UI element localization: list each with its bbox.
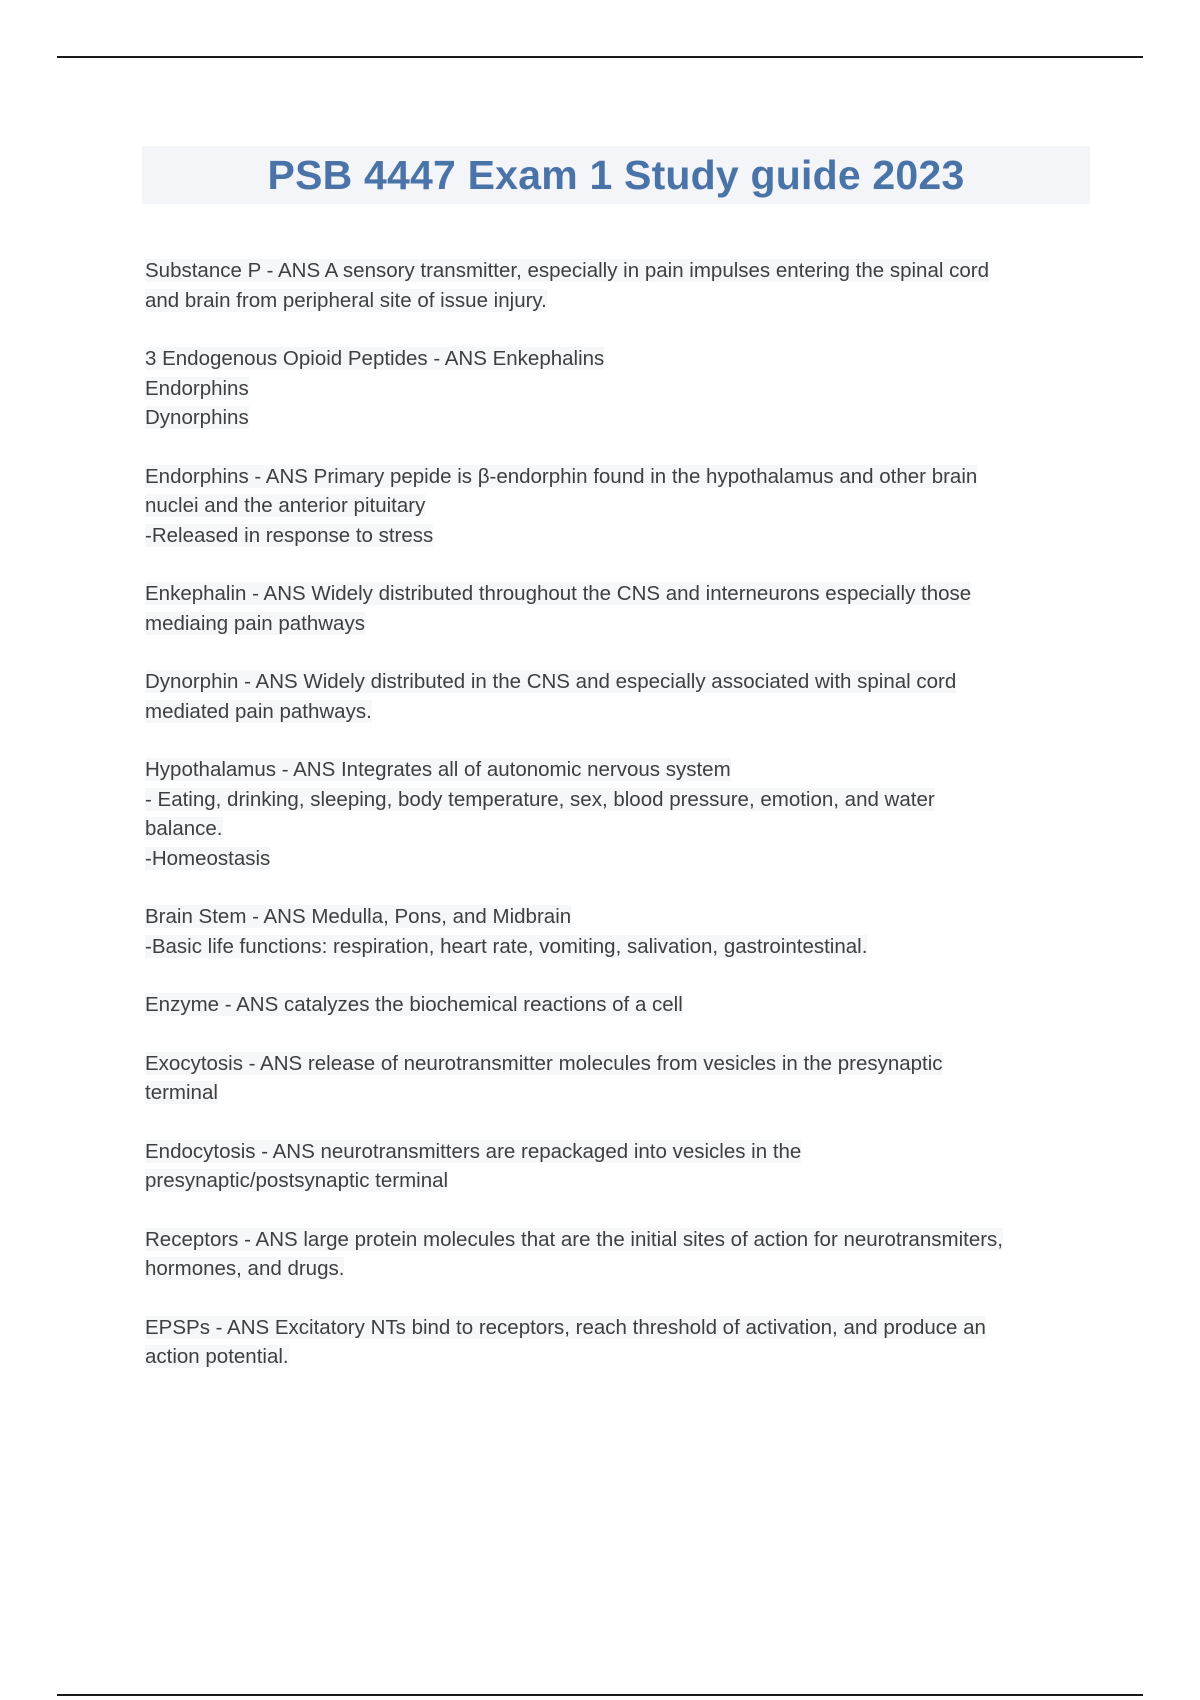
footer-rule (57, 1694, 1143, 1696)
entry-definition-line (145, 814, 1095, 844)
entry-text: Dynorphins (145, 406, 249, 429)
entry-term-line (145, 990, 1095, 1020)
entry-term-line (145, 1225, 1095, 1255)
entry-definition-line (145, 1078, 1095, 1108)
study-entry (145, 579, 1095, 638)
entry-text: Endorphins - ANS Primary pepide is β-endorphin found in the hypothalamus and other brain (145, 464, 978, 488)
entry-text: mediated pain pathways. (145, 699, 372, 723)
entry-text: Receptors - ANS large protein molecules that are the initial sites of action for neurotransmiters, (145, 1227, 1003, 1251)
entry-definition-line (145, 697, 1095, 727)
entry-definition-line (145, 1254, 1095, 1284)
entry-text: presynaptic/postsynaptic terminal (145, 1169, 449, 1192)
entry-text: Dynorphin - ANS Widely distributed in the CNS and especially associated with spinal cord (145, 670, 957, 693)
entry-definition-line (145, 491, 1095, 521)
entry-definition-line (145, 1342, 1095, 1372)
entry-text: mediaing pain pathways (145, 611, 365, 635)
study-entry (145, 667, 1095, 726)
entry-definition-line (145, 286, 1095, 316)
entry-definition-line (145, 521, 1095, 551)
study-entry (145, 990, 1095, 1020)
entry-text: and brain from peripheral site of issue injury. (145, 288, 547, 312)
entry-term-line (145, 1049, 1095, 1079)
header-rule (57, 56, 1143, 58)
entry-text: Enkephalin - ANS Widely distributed throughout the CNS and interneurons especially those (145, 582, 972, 605)
entry-term-line (145, 902, 1095, 932)
entry-text: nuclei and the anterior pituitary (145, 494, 426, 517)
study-entry (145, 1137, 1095, 1196)
entry-definition-line (145, 609, 1095, 639)
entry-text: balance. (145, 817, 223, 840)
entry-term-line (145, 1137, 1095, 1167)
entry-definition-line (145, 374, 1095, 404)
study-entry (145, 755, 1095, 873)
entry-term-line (145, 667, 1095, 697)
study-entry (145, 1049, 1095, 1108)
entry-definition-line (145, 932, 1095, 962)
entry-text: hormones, and drugs. (145, 1257, 345, 1280)
entry-text: Exocytosis - ANS release of neurotransmitter molecules from vesicles in the presynaptic (145, 1051, 943, 1075)
entry-text: action potential. (145, 1345, 289, 1368)
entry-definition-line (145, 844, 1095, 874)
entry-definition-line (145, 403, 1095, 433)
entry-text: - Eating, drinking, sleeping, body temperature, sex, blood pressure, emotion, and water (145, 787, 935, 811)
entry-text: EPSPs - ANS Excitatory NTs bind to receptors, reach threshold of activation, and produce an (145, 1315, 986, 1339)
entry-text: Hypothalamus - ANS Integrates all of autonomic nervous system (145, 758, 731, 781)
study-entry (145, 902, 1095, 961)
entry-term-line (145, 462, 1095, 492)
study-guide-content (145, 256, 1095, 1401)
entry-text: terminal (145, 1081, 218, 1104)
study-entry (145, 1313, 1095, 1372)
title-band (142, 146, 1090, 204)
entry-definition-line (145, 1166, 1095, 1196)
study-entry (145, 256, 1095, 315)
entry-text: -Released in response to stress (145, 523, 434, 547)
study-entry (145, 344, 1095, 433)
entry-term-line (145, 579, 1095, 609)
entry-term-line (145, 256, 1095, 286)
entry-text: Endorphins (145, 376, 249, 400)
study-entry (145, 1225, 1095, 1284)
entry-text: Endocytosis - ANS neurotransmitters are repackaged into vesicles in the (145, 1139, 802, 1163)
entry-term-line (145, 755, 1095, 785)
entry-text: Enzyme - ANS catalyzes the biochemical reactions of a cell (145, 993, 683, 1016)
entry-text: Substance P - ANS A sensory transmitter, especially in pain impulses entering the spinal cord (145, 259, 989, 282)
document-title: PSB 4447 Exam 1 Study guide 2023 (267, 151, 965, 198)
study-entry (145, 462, 1095, 551)
entry-text: 3 Endogenous Opioid Peptides - ANS Enkephalins (145, 347, 605, 370)
entry-term-line (145, 1313, 1095, 1343)
entry-text: -Basic life functions: respiration, heart rate, vomiting, salivation, gastrointestinal. (145, 934, 868, 958)
entry-text: Brain Stem - ANS Medulla, Pons, and Midbrain (145, 905, 572, 928)
entry-definition-line (145, 785, 1095, 815)
entry-term-line (145, 344, 1095, 374)
entry-text: -Homeostasis (145, 846, 271, 870)
